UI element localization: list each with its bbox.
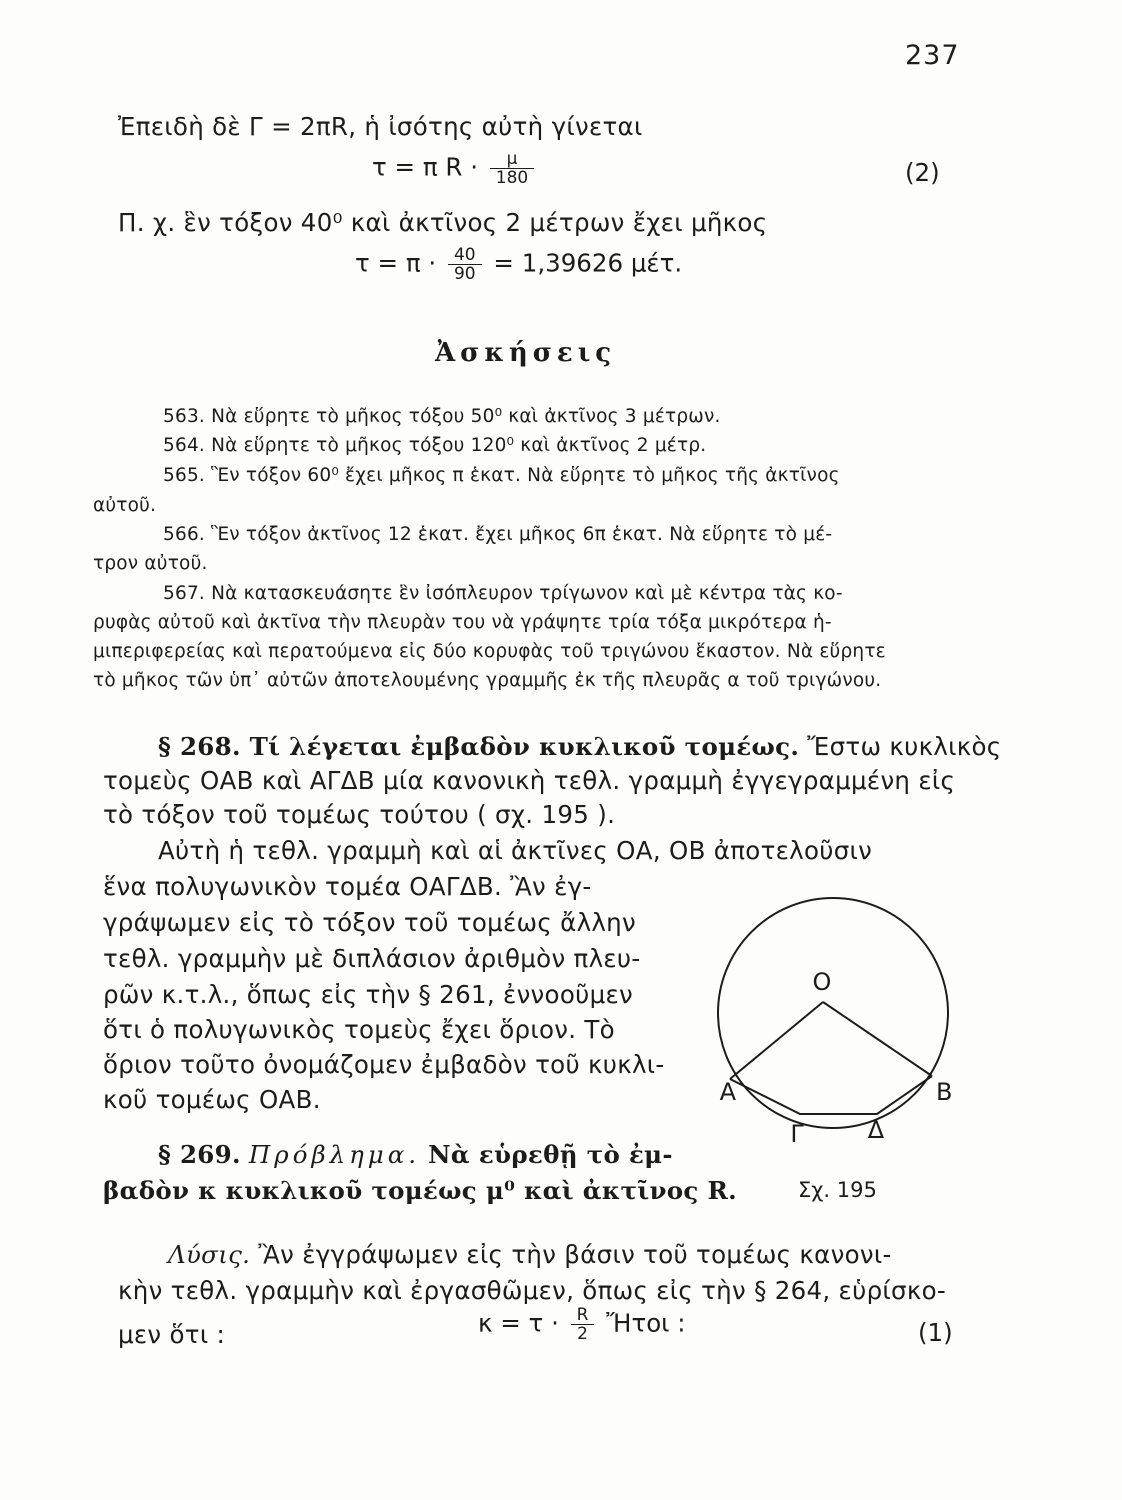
label-a: A — [719, 1078, 736, 1106]
solution-line-2: κὴν τεθλ. γραμμὴν καὶ ἐργασθῶμεν, ὅπως εἰς τὴν § 264, εὑρίσκο- — [118, 1276, 947, 1305]
solution-equation — [478, 1306, 686, 1343]
radius-ob — [823, 1002, 932, 1076]
label-gamma: Γ — [790, 1120, 804, 1148]
solution-equation-lhs: κ = τ · — [478, 1308, 559, 1338]
solution-equation-label: (1) — [918, 1318, 953, 1347]
example-text: Π. χ. ἓν τόξον 40⁰ καὶ ἀκτῖνος 2 μέτρων ἔχει μῆκος — [118, 208, 768, 237]
exercise-565-cont: αὐτοῦ. — [93, 495, 157, 516]
solution-equation-fraction — [571, 1306, 595, 1343]
example-equation-numerator: 40 — [453, 245, 476, 265]
section-269-label: Πρόβλημα. — [248, 1140, 421, 1169]
example-equation-fraction — [448, 246, 482, 283]
exercise-567: 567. Νὰ κατασκευάσητε ἓν ἰσόπλευρον τρίγωνον καὶ μὲ κέντρα τὰς κο- — [163, 583, 843, 604]
section-268-para2-line-6: ὅριον τοῦτο ὀνομάζομεν ἐμβαδὸν τοῦ κυκλι- — [103, 1050, 665, 1079]
equation-2 — [372, 150, 538, 187]
formula-intro: Ἐπειδὴ δὲ Γ = 2πR, ἡ ἰσότης αὐτὴ γίνεται — [118, 112, 643, 141]
equation-2-lhs: τ = π R · — [372, 152, 478, 182]
section-268-para2-line-1: ἕνα πολυγωνικὸν τομέα ΟΑΓΔΒ. Ἂν ἐγ- — [103, 872, 592, 901]
section-268-line-1 — [158, 732, 1001, 761]
section-268-para2-first: Αὐτὴ ἡ τεθλ. γραμμὴ καὶ αἱ ἀκτῖνες ΟΑ, ΟΒ ἀποτελοῦσιν — [158, 836, 873, 865]
inscribed-polyline — [730, 1076, 932, 1114]
solution-equation-denominator: 2 — [571, 1324, 595, 1343]
page-number: 237 — [905, 40, 960, 71]
solution-line-1-rest: Ἂν ἐγγράψωμεν εἰς τὴν βάσιν τοῦ τομέως κανονι- — [250, 1240, 892, 1269]
exercises-heading: Ἀσκήσεις — [435, 338, 617, 368]
exercise-563: 563. Νὰ εὕρητε τὸ μῆκος τόξου 50⁰ καὶ ἀκτῖνος 3 μέτρων. — [163, 406, 721, 427]
exercise-567-cont-2: μιπεριφερείας καὶ περατούμενα εἰς δύο κορυφὰς τοῦ τριγώνου ἕκαστον. Νὰ εὕρητε — [93, 641, 886, 662]
example-equation — [355, 246, 682, 283]
exercise-566-cont: τρον αὐτοῦ. — [93, 553, 208, 574]
section-268-line-1-rest: Ἔστω κυκλικὸς — [799, 732, 1002, 761]
example-equation-denominator: 90 — [448, 264, 482, 283]
section-268-para2-line-4: ρῶν κ.τ.λ., ὅπως εἰς τὴν § 261, ἐννοοῦμεν — [103, 980, 634, 1009]
solution-equation-after: Ἤτοι : — [606, 1308, 686, 1338]
exercise-566: 566. Ἓν τόξον ἀκτῖνος 12 ἑκατ. ἔχει μῆκος 6π ἑκατ. Νὰ εὕρητε τὸ μέ- — [163, 524, 833, 545]
section-269-title-2: βαδὸν κ κυκλικοῦ τομέως μ⁰ καὶ ἀκτῖνος R. — [103, 1176, 737, 1205]
label-b: B — [936, 1078, 953, 1106]
example-equation-lhs: τ = π · — [355, 248, 437, 278]
section-269-title-1: Νὰ εὑρεθῇ τὸ ἐμ- — [428, 1140, 673, 1169]
section-268-para2-line-3: τεθλ. γραμμὴν μὲ διπλάσιον ἀριθμὸν πλευ- — [103, 944, 641, 973]
example-equation-rhs: = 1,39626 μέτ. — [493, 248, 683, 278]
figure-circle — [718, 898, 948, 1128]
solution-line-1 — [168, 1240, 892, 1269]
section-268-line-3: τὸ τόξον τοῦ τομέως τούτου ( σχ. 195 ). — [103, 800, 616, 829]
equation-2-label: (2) — [905, 158, 940, 187]
equation-2-denominator: 180 — [490, 168, 534, 187]
solution-equation-numerator: R — [576, 1305, 589, 1325]
exercise-565: 565. Ἓν τόξον 60⁰ ἔχει μῆκος π ἑκατ. Νὰ εὕρητε τὸ μῆκος τῆς ἀκτῖνος — [163, 465, 840, 486]
section-268-para2-line-5: ὅτι ὁ πολυγωνικὸς τομεὺς ἔχει ὅριον. Τὸ — [103, 1015, 615, 1044]
section-268-line-2: τομεὺς ΟΑΒ καὶ ΑΓΔΒ μία κανονικὴ τεθλ. γραμμὴ ἐγγεγραμμένη εἰς — [103, 766, 956, 795]
solution-label: Λύσις. — [168, 1240, 251, 1269]
section-268-heading: § 268. Τί λέγεται ἐμβαδὸν κυκλικοῦ τομέως. — [158, 732, 800, 761]
exercise-567-cont-1: ρυφὰς αὐτοῦ καὶ ἀκτῖνα τὴν πλευρὰν του νὰ γράψητε τρία τόξα μικρότερα ἡ- — [93, 612, 832, 633]
label-delta: Δ — [867, 1116, 885, 1144]
section-268-para2-line-2: γράψωμεν εἰς τὸ τόξον τοῦ τομέως ἄλλην — [103, 908, 636, 937]
equation-2-numerator: μ — [506, 149, 518, 169]
section-268-para2-line-7: κοῦ τομέως ΟΑΒ. — [103, 1085, 321, 1114]
solution-line-3: μεν ὅτι : — [118, 1320, 226, 1349]
section-269-line-1 — [158, 1140, 673, 1169]
radius-oa — [730, 1002, 823, 1079]
exercise-564: 564. Νὰ εὕρητε τὸ μῆκος τόξου 120⁰ καὶ ἀκτῖνος 2 μέτρ. — [163, 435, 707, 456]
equation-2-fraction — [490, 150, 534, 187]
label-o: O — [812, 968, 832, 996]
section-269-number: § 269. — [158, 1140, 241, 1169]
figure-195 — [700, 880, 980, 1170]
figure-caption: Σχ. 195 — [798, 1178, 877, 1202]
exercise-567-cont-3: τὸ μῆκος τῶν ὑπ᾽ αὐτῶν ἀποτελουμένης γραμμῆς ἐκ τῆς πλευρᾶς α τοῦ τριγώνου. — [93, 670, 882, 691]
